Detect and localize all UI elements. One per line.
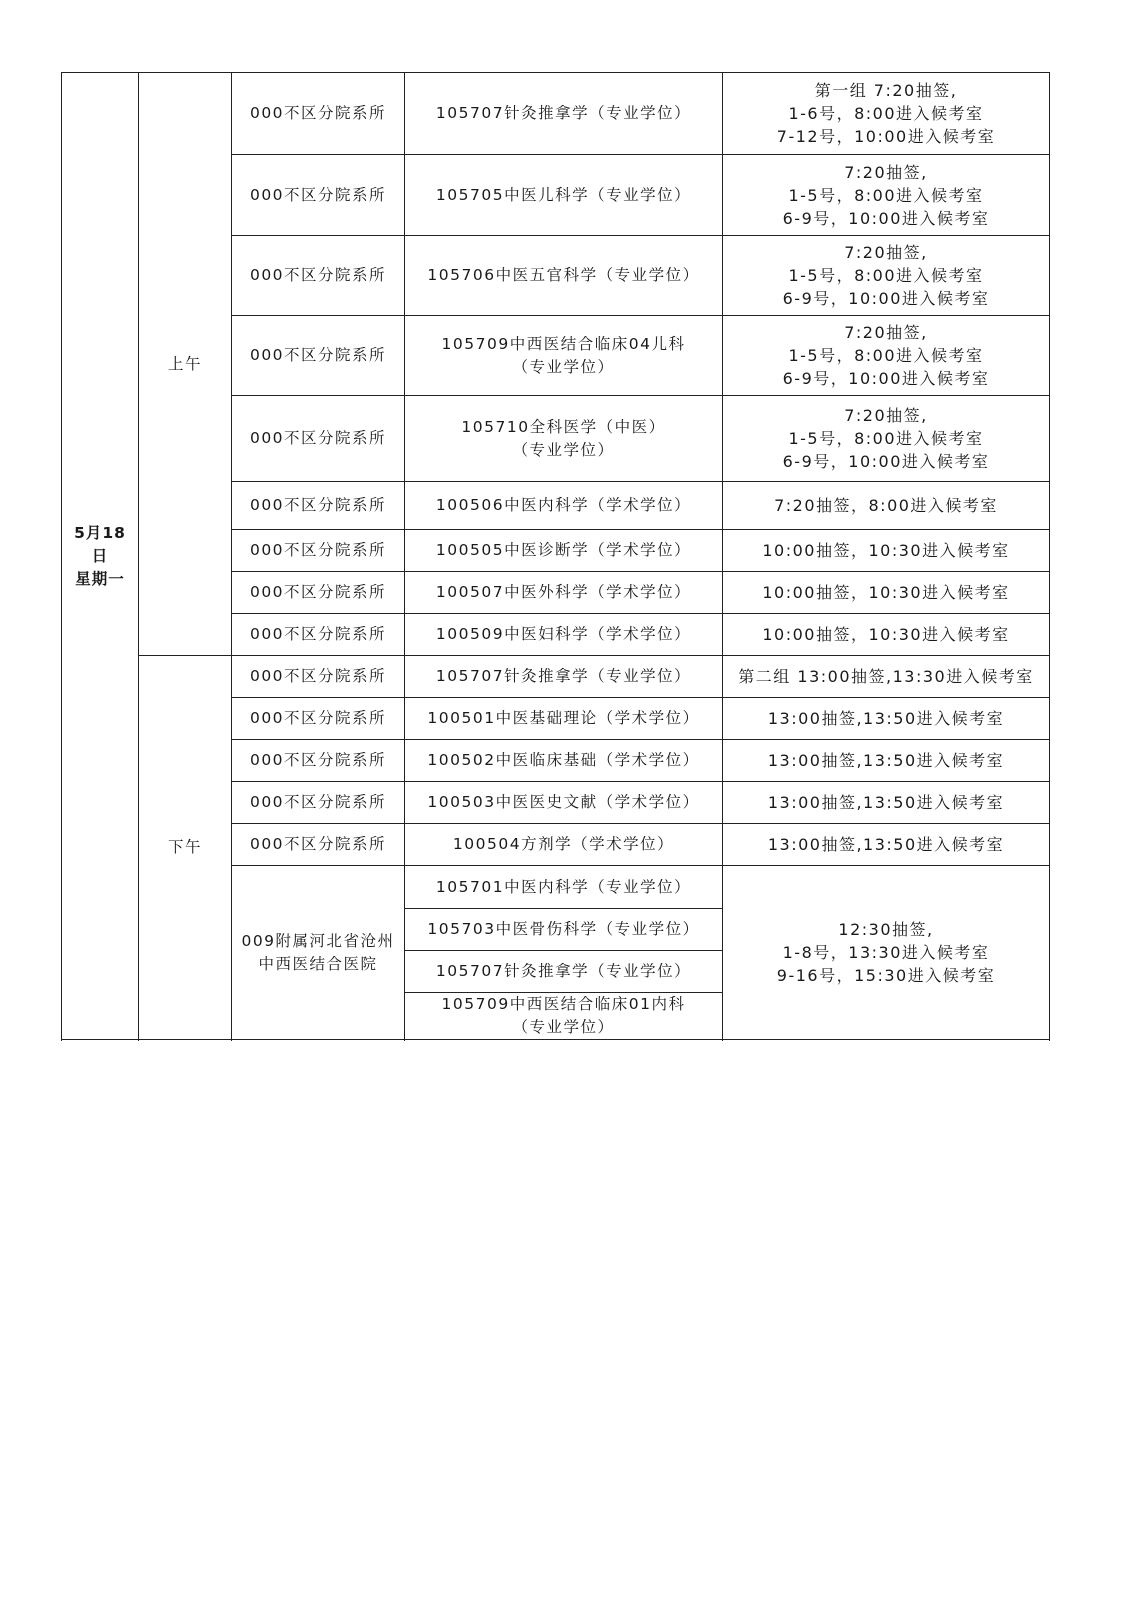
arrangement-cell: 10:00抽签，10:30进入候考室 (723, 572, 1050, 614)
major-cell: 105709中西医结合临床01内科 （专业学位） (405, 993, 723, 1040)
dept-cell: 000不区分院系所 (232, 482, 405, 530)
major-cell: 100503中医医史文献（学术学位） (405, 782, 723, 824)
major-cell: 100502中医临床基础（学术学位） (405, 740, 723, 782)
arrangement-cell: 7:20抽签, 1-5号，8:00进入候考室 6-9号，10:00进入候考室 (723, 155, 1050, 236)
major-cell: 100506中医内科学（学术学位） (405, 482, 723, 530)
dept-cell-hospital: 009附属河北省沧州 中西医结合医院 (232, 866, 405, 1040)
arrangement-cell: 7:20抽签，8:00进入候考室 (723, 482, 1050, 530)
major-cell: 100501中医基础理论（学术学位） (405, 698, 723, 740)
arrangement-cell-hospital: 12:30抽签, 1-8号，13:30进入候考室 9-16号，15:30进入候考室 (723, 866, 1050, 1040)
exam-schedule-table (61, 72, 1050, 1040)
major-cell: 100505中医诊断学（学术学位） (405, 530, 723, 572)
major-cell: 105707针灸推拿学（专业学位） (405, 951, 723, 993)
dept-cell: 000不区分院系所 (232, 656, 405, 698)
dept-cell: 000不区分院系所 (232, 236, 405, 316)
major-cell: 105707针灸推拿学（专业学位） (405, 656, 723, 698)
dept-cell: 000不区分院系所 (232, 698, 405, 740)
major-cell: 105703中医骨伤科学（专业学位） (405, 909, 723, 951)
major-cell: 100507中医外科学（学术学位） (405, 572, 723, 614)
major-cell: 105701中医内科学（专业学位） (405, 866, 723, 909)
arrangement-cell: 7:20抽签, 1-5号，8:00进入候考室 6-9号，10:00进入候考室 (723, 236, 1050, 316)
arrangement-cell: 13:00抽签,13:50进入候考室 (723, 698, 1050, 740)
session-afternoon-cell: 下午 (139, 656, 232, 1040)
arrangement-cell: 13:00抽签,13:50进入候考室 (723, 824, 1050, 866)
dept-cell: 000不区分院系所 (232, 530, 405, 572)
dept-cell: 000不区分院系所 (232, 316, 405, 396)
major-cell: 100509中医妇科学（学术学位） (405, 614, 723, 656)
arrangement-cell: 10:00抽签，10:30进入候考室 (723, 614, 1050, 656)
arrangement-cell: 13:00抽签,13:50进入候考室 (723, 740, 1050, 782)
date-cell: 5月18日 星期一 (62, 73, 139, 1040)
arrangement-cell: 第一组 7:20抽签, 1-6号，8:00进入候考室 7-12号，10:00进入候考室 (723, 73, 1050, 155)
major-cell: 105709中西医结合临床04儿科 （专业学位） (405, 316, 723, 396)
dept-cell: 000不区分院系所 (232, 73, 405, 155)
dept-cell: 000不区分院系所 (232, 782, 405, 824)
major-cell: 105707针灸推拿学（专业学位） (405, 73, 723, 155)
table-row (62, 656, 1050, 698)
session-morning-cell: 上午 (139, 73, 232, 656)
dept-cell: 000不区分院系所 (232, 614, 405, 656)
arrangement-cell: 7:20抽签, 1-5号，8:00进入候考室 6-9号，10:00进入候考室 (723, 396, 1050, 482)
arrangement-cell: 第二组 13:00抽签,13:30进入候考室 (723, 656, 1050, 698)
major-cell: 105705中医儿科学（专业学位） (405, 155, 723, 236)
dept-cell: 000不区分院系所 (232, 572, 405, 614)
dept-cell: 000不区分院系所 (232, 155, 405, 236)
arrangement-cell: 7:20抽签, 1-5号，8:00进入候考室 6-9号，10:00进入候考室 (723, 316, 1050, 396)
arrangement-cell: 10:00抽签，10:30进入候考室 (723, 530, 1050, 572)
table-row (62, 73, 1050, 155)
major-cell: 105710全科医学（中医） （专业学位） (405, 396, 723, 482)
dept-cell: 000不区分院系所 (232, 396, 405, 482)
dept-cell: 000不区分院系所 (232, 824, 405, 866)
dept-cell: 000不区分院系所 (232, 740, 405, 782)
major-cell: 100504方剂学（学术学位） (405, 824, 723, 866)
arrangement-cell: 13:00抽签,13:50进入候考室 (723, 782, 1050, 824)
major-cell: 105706中医五官科学（专业学位） (405, 236, 723, 316)
